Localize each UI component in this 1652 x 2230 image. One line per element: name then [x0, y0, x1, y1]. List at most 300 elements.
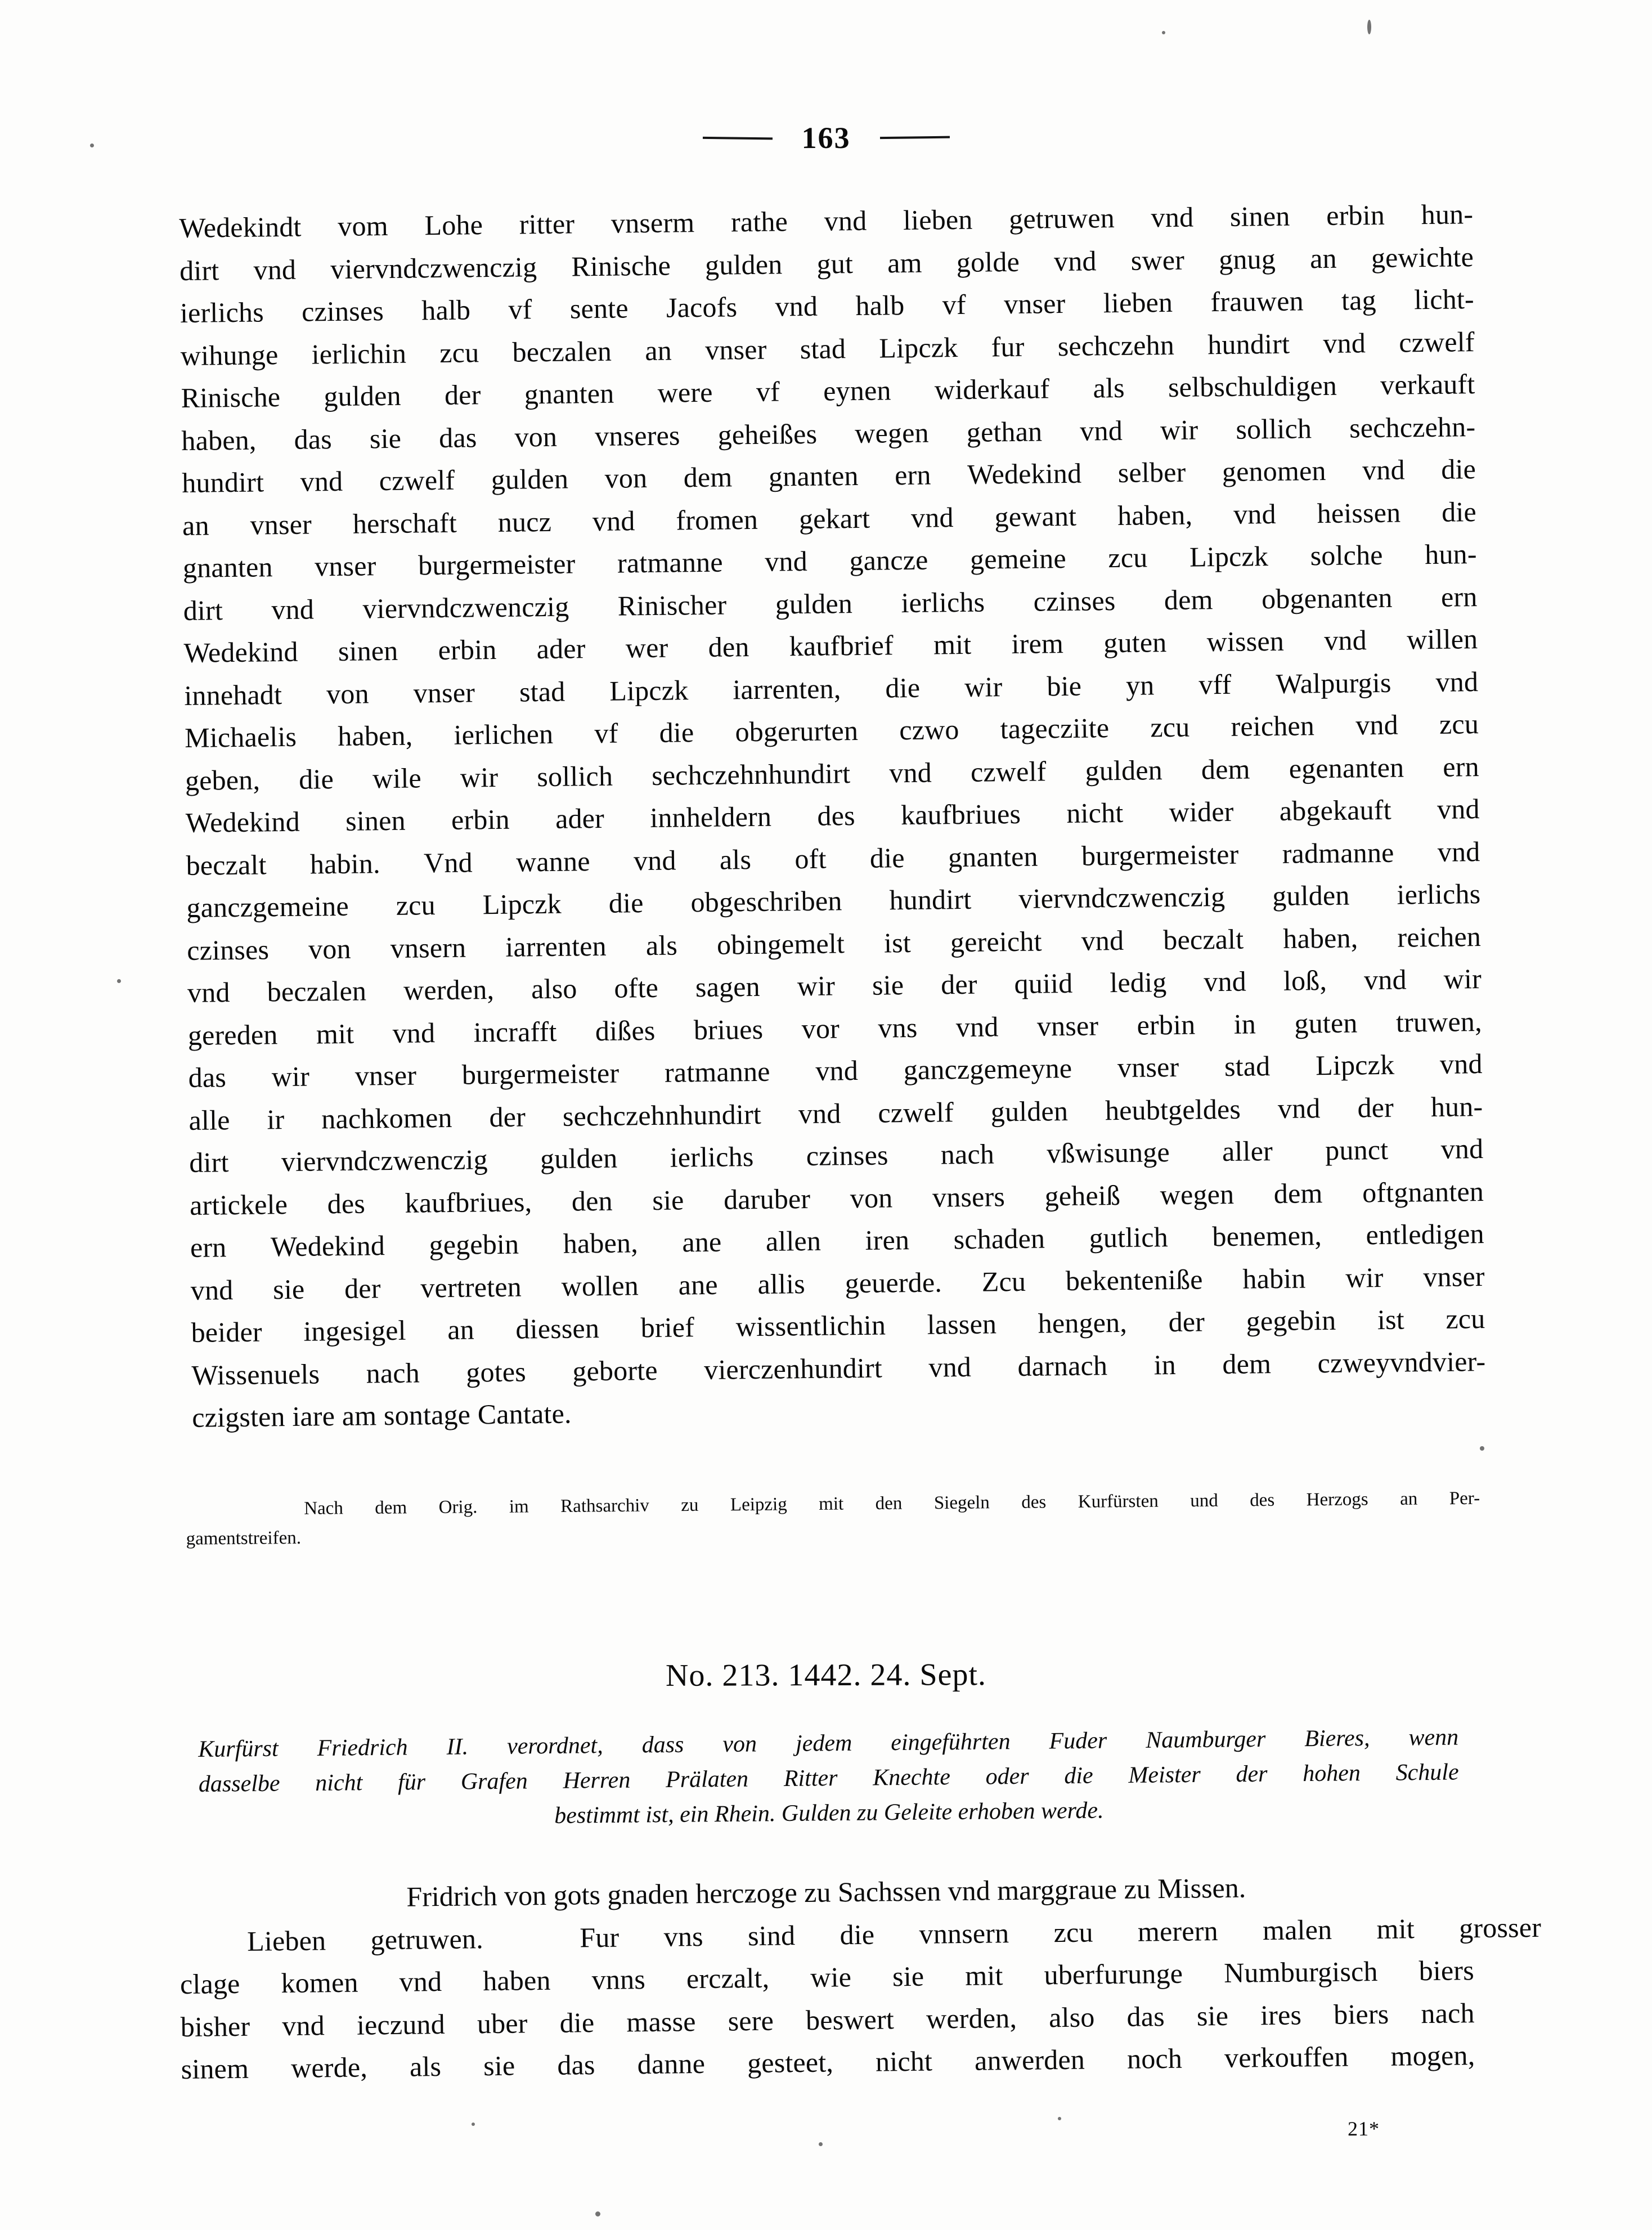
word: vnd — [1080, 414, 1123, 447]
word: vnd — [592, 504, 635, 537]
word: Lipczk — [609, 674, 689, 707]
word: mit — [1376, 1912, 1415, 1945]
word: erbin — [1326, 199, 1385, 231]
word: ratmanne — [664, 1055, 770, 1088]
word: Jacofs — [666, 291, 738, 324]
word: vnd — [190, 1273, 234, 1306]
word: sinen — [345, 804, 406, 837]
word: kaufbriues, — [405, 1185, 532, 1219]
word: vnd — [1323, 624, 1367, 657]
word: von — [514, 420, 558, 453]
word: sie — [483, 2049, 515, 2082]
word: obgeschriben — [690, 885, 842, 918]
word: des — [1021, 1492, 1047, 1513]
word: clage — [179, 1967, 240, 2000]
regest-line: bestimmt ist, ein Rhein. Gulden zu Geleite erhoben werde. — [554, 1797, 1104, 1829]
word: Lohe — [424, 209, 483, 241]
word: ern — [190, 1231, 227, 1263]
word: mit — [964, 1959, 1003, 1991]
word: sechczehn — [1057, 329, 1175, 362]
word: zcu — [1439, 708, 1479, 740]
word: zcu — [439, 336, 479, 369]
word: Numburgisch — [1223, 1955, 1378, 1989]
word: Zcu — [981, 1265, 1026, 1298]
word: vnd — [1151, 201, 1194, 234]
word: sie — [892, 1960, 924, 1993]
word: an — [447, 1313, 475, 1345]
word: czwo — [899, 714, 959, 746]
word: geborte — [572, 1354, 658, 1387]
word: mit — [316, 1017, 354, 1049]
word: also — [1048, 2000, 1095, 2033]
word: vnser — [354, 1059, 417, 1092]
word: Fur — [579, 1921, 620, 1953]
word: vnseres — [594, 419, 680, 452]
scan-speck — [472, 2123, 475, 2126]
word: habin — [1242, 1262, 1306, 1295]
header-rule-left — [702, 137, 772, 140]
word: ern — [894, 459, 931, 491]
word: am — [887, 246, 922, 279]
word: die — [1064, 1762, 1093, 1789]
word: dirt — [179, 254, 219, 286]
word: ieczund — [356, 2008, 446, 2041]
word: nicht — [875, 2045, 933, 2078]
word: Ritter — [783, 1765, 838, 1792]
word: gulden — [1272, 879, 1350, 912]
word: mogen, — [1390, 2039, 1475, 2072]
word: truwen, — [1395, 1005, 1483, 1038]
word: vnd — [1435, 665, 1479, 698]
word: Rinischer — [617, 589, 727, 622]
word: die — [559, 2006, 595, 2039]
word: das — [1126, 2000, 1165, 2032]
word: des — [1250, 1489, 1275, 1511]
word: bie — [1047, 670, 1082, 702]
word: haben, — [563, 1227, 639, 1259]
word: die — [840, 1918, 875, 1950]
word: verkauft — [1380, 368, 1475, 401]
word: danne — [637, 2047, 706, 2080]
word: vnd — [775, 290, 818, 322]
word: haben — [482, 1964, 551, 1997]
word: wegen — [1160, 1178, 1234, 1210]
word: den — [571, 1184, 613, 1217]
source-note-line: gamentstreifen. — [186, 1528, 302, 1549]
word: czinses — [806, 1139, 888, 1172]
word: iarrenten, — [733, 672, 841, 705]
word: selber — [1117, 456, 1186, 488]
word: ader — [536, 632, 586, 665]
word: czinses — [301, 295, 384, 327]
word: Kurfürsten — [1078, 1491, 1159, 1512]
word: sie — [1196, 1999, 1229, 2031]
word: vf — [508, 293, 532, 325]
word: vnser — [1423, 1260, 1485, 1293]
word: abgekauft — [1279, 793, 1392, 827]
word: vnd — [815, 1055, 859, 1087]
word: Lipczk — [879, 331, 958, 364]
word: die — [298, 762, 334, 795]
word: Lipczk — [482, 887, 562, 921]
word: innheldern — [650, 800, 772, 834]
word: genomen — [1222, 454, 1326, 487]
word: masse — [626, 2005, 696, 2038]
word: Herren — [563, 1767, 631, 1794]
word: hundirt — [181, 466, 264, 499]
word: burgermeister — [1081, 838, 1239, 872]
page-header — [0, 119, 1652, 156]
word: getruwen. — [370, 1922, 484, 1955]
section-heading: No. 213. 1442. 24. Sept. — [665, 1657, 987, 1693]
word: ader — [555, 802, 605, 834]
word: vnd — [824, 204, 867, 237]
word: viervndczwenczig — [281, 1143, 488, 1178]
word: vnser — [413, 676, 475, 709]
word: dirt — [189, 1146, 229, 1178]
word: ierlichs — [901, 586, 985, 618]
word: ganczgemeine — [186, 890, 349, 923]
word: viervndczwenczig — [1018, 880, 1225, 914]
word: vertreten — [420, 1271, 522, 1303]
word: darnach — [1017, 1349, 1108, 1382]
word: das — [294, 423, 333, 455]
word: sinen — [1229, 200, 1290, 232]
word: gegebin — [429, 1228, 519, 1261]
word: vnnsern — [919, 1917, 1009, 1950]
word: vnd — [1440, 1133, 1484, 1165]
word: nicht — [1066, 796, 1124, 829]
word: dem — [683, 461, 733, 493]
word: sechczehn- — [1349, 410, 1476, 444]
word: vnd — [1204, 965, 1247, 998]
word: gewant — [994, 500, 1077, 532]
word: hengen, — [1038, 1306, 1128, 1339]
word: gulden — [775, 587, 853, 620]
word: gethan — [966, 415, 1043, 448]
word: ingesigel — [303, 1314, 407, 1347]
word: sinen — [338, 634, 398, 667]
word: ierlichs — [670, 1141, 754, 1173]
word: punct — [1325, 1133, 1389, 1166]
word: kaufbrief — [789, 629, 894, 662]
word: incrafft — [473, 1015, 557, 1048]
word: Siegeln — [933, 1492, 990, 1514]
word: Wedekindt — [179, 210, 302, 244]
word: die — [885, 671, 921, 703]
word: gulden — [1085, 753, 1163, 787]
word: dem — [1164, 583, 1213, 616]
word: vnsers — [932, 1180, 1005, 1213]
word: ist — [883, 926, 912, 959]
word: oftgnanten — [1362, 1175, 1484, 1208]
word: erbin — [1137, 1008, 1196, 1041]
word: viervndczwenczig — [330, 250, 537, 285]
word: vnd — [889, 756, 932, 788]
word: yn — [1125, 668, 1155, 701]
word: wir — [460, 761, 499, 793]
word: sere — [728, 2004, 774, 2036]
word: geben, — [185, 764, 261, 796]
scan-speck — [1480, 1446, 1484, 1451]
word: vnd — [1081, 924, 1124, 957]
word: beswert — [805, 2003, 895, 2036]
word: zcu — [396, 889, 436, 921]
word: dißes — [595, 1014, 656, 1047]
word: sollich — [537, 760, 613, 792]
word: vnd — [399, 1965, 442, 1998]
word: nach — [366, 1356, 420, 1389]
word: gnanten — [768, 459, 859, 492]
word: sie — [272, 1273, 305, 1305]
word: halb — [421, 294, 471, 326]
word: sinem — [181, 2052, 249, 2085]
word: gulden — [990, 1094, 1069, 1127]
word: vnd — [798, 1097, 841, 1129]
document-2-salutation: Fridrich von gots gnaden herczoge zu Sachssen vnd marggraue zu Missen. — [406, 1872, 1246, 1913]
word: von — [722, 1731, 757, 1758]
word: beczalt — [186, 848, 267, 881]
word: II. — [446, 1734, 469, 1760]
word: von — [308, 932, 352, 965]
word: gulden — [491, 463, 569, 496]
word: beczalen — [512, 335, 612, 368]
word: vnd — [1437, 835, 1480, 868]
word: Knechte — [873, 1764, 951, 1791]
word: gegebin — [1246, 1304, 1336, 1337]
word: mit — [819, 1493, 844, 1515]
word: nachkomen — [321, 1101, 452, 1134]
word: wihunge — [180, 338, 279, 371]
word: gulden — [704, 248, 783, 281]
word: benemen, — [1212, 1219, 1322, 1253]
word: herschaft — [352, 506, 457, 540]
word: Wedekind — [183, 635, 298, 668]
word: fromen — [676, 503, 758, 536]
word: grosser — [1458, 1911, 1542, 1944]
word: die — [1441, 495, 1477, 528]
word: entledigen — [1366, 1218, 1485, 1251]
word: dirt — [183, 594, 223, 626]
word: aller — [1222, 1135, 1273, 1168]
word: beczalt — [1163, 923, 1244, 955]
word: ierlichen — [454, 717, 554, 751]
word: vnd — [1362, 454, 1406, 486]
word: quiid — [1014, 967, 1073, 1000]
document-2-lines — [179, 1907, 1542, 2091]
word: nicht — [315, 1770, 363, 1797]
word: wir — [797, 970, 836, 1002]
word: zcu — [1108, 541, 1148, 574]
word: gnug — [1218, 243, 1276, 275]
word: wer — [625, 631, 668, 664]
word: irem — [1011, 627, 1064, 660]
word: haben, — [1283, 921, 1358, 954]
word: Lieben — [246, 1924, 326, 1957]
document-1-body — [179, 193, 1487, 1439]
word: fur — [991, 330, 1025, 362]
word: gotes — [466, 1355, 527, 1388]
word: verordnet, — [506, 1733, 603, 1760]
word: tagecziite — [1000, 712, 1110, 745]
word: verkouffen — [1224, 2040, 1349, 2074]
word: ritter — [519, 208, 575, 240]
word: eingeführten — [891, 1729, 1011, 1756]
word: haben, — [338, 719, 413, 752]
word: im — [509, 1496, 529, 1517]
word: daruber — [723, 1182, 811, 1215]
word: bisher — [180, 2010, 250, 2043]
word: iren — [865, 1224, 910, 1256]
word: sente — [569, 292, 629, 325]
word: vnd — [910, 501, 954, 533]
word: Grafen — [460, 1768, 528, 1795]
word: Lipczk — [1189, 540, 1269, 573]
word: erbin — [451, 803, 510, 836]
word: bekenteniße — [1065, 1263, 1203, 1296]
word: gewichte — [1371, 240, 1474, 273]
word: gnanten — [948, 840, 1039, 873]
word: sind — [747, 1919, 796, 1951]
word: Friedrich — [317, 1734, 408, 1761]
word — [528, 1917, 536, 1960]
word: sie — [652, 1183, 684, 1216]
word: ern — [1440, 580, 1478, 613]
word: reichen — [1397, 920, 1482, 953]
word: ierlichs — [179, 296, 264, 329]
word: briues — [693, 1013, 764, 1046]
word: lieben — [903, 203, 973, 236]
word: heissen — [1317, 496, 1401, 529]
word: beczalen — [267, 975, 367, 1008]
word: vnd — [282, 2009, 325, 2041]
word: hun- — [1424, 538, 1477, 571]
word: obgerurten — [735, 714, 859, 748]
word: mit — [933, 628, 972, 661]
word: Fuder — [1049, 1728, 1107, 1755]
word: vnd — [764, 545, 808, 577]
word: reichen — [1231, 710, 1315, 742]
word: Wedekind — [270, 1230, 385, 1263]
word: vnd — [1323, 326, 1366, 359]
word: vor — [801, 1012, 840, 1044]
word: wir — [271, 1060, 310, 1093]
word: das — [438, 421, 477, 454]
word: wissentlichin — [735, 1309, 886, 1343]
word: iarrenten — [505, 930, 607, 963]
word: guten — [1294, 1006, 1358, 1039]
word: der — [1357, 1091, 1394, 1123]
word: in — [1233, 1007, 1256, 1040]
word: erczalt, — [686, 1962, 770, 1995]
word: geuerde. — [845, 1266, 942, 1299]
word: zcu — [1150, 711, 1190, 743]
word: biers — [1418, 1954, 1475, 1987]
word: ist — [1377, 1303, 1405, 1336]
word: Leipzig — [730, 1494, 787, 1515]
word: an — [645, 334, 672, 366]
word: Kurfürst — [198, 1735, 279, 1762]
word: den — [708, 631, 749, 663]
word: vnsern — [390, 931, 466, 964]
word: Vnd — [423, 846, 473, 878]
word: werden, — [403, 973, 495, 1006]
word: vnser — [1117, 1051, 1179, 1084]
word: oft — [794, 842, 827, 874]
word: vnser — [1003, 287, 1066, 320]
word: getruwen — [1008, 202, 1115, 235]
word: ratmanne — [617, 546, 723, 579]
word: beider — [191, 1316, 263, 1348]
word: stad — [1224, 1050, 1271, 1082]
word: vnser — [314, 550, 376, 582]
word: ane — [678, 1268, 719, 1301]
word: erbin — [438, 633, 497, 666]
word: ir — [267, 1103, 285, 1135]
word: obingemelt — [716, 927, 845, 961]
word: wider — [1169, 795, 1234, 828]
word: von — [604, 462, 648, 494]
word: wollen — [561, 1269, 639, 1302]
word: vnd — [271, 593, 315, 625]
word: dem — [375, 1497, 407, 1518]
word: dem — [1273, 1177, 1323, 1209]
word: wir — [1345, 1261, 1384, 1294]
word: vnns — [591, 1963, 646, 1996]
word: der — [489, 1100, 526, 1133]
word: gulden — [324, 379, 402, 412]
word: allen — [765, 1224, 821, 1257]
word: biers — [1333, 1998, 1389, 2030]
word: vns — [663, 1920, 704, 1953]
word: Nach — [304, 1498, 344, 1519]
word: hun- — [1421, 198, 1474, 231]
word: ires — [1260, 1998, 1302, 2031]
word: vom — [338, 209, 389, 242]
word: artickele — [189, 1188, 288, 1221]
word: an — [1309, 242, 1337, 274]
word: als — [1093, 371, 1125, 404]
word: als — [645, 928, 678, 961]
word: für — [397, 1769, 426, 1796]
word: malen — [1262, 1913, 1332, 1946]
word: an — [182, 509, 210, 541]
word: das — [188, 1061, 227, 1093]
word: gancze — [849, 544, 928, 577]
word: hohen — [1303, 1760, 1361, 1787]
word: von — [850, 1181, 893, 1214]
word: viervndczwenczig — [362, 590, 569, 625]
word: vnd — [1439, 1048, 1483, 1080]
word: vnd — [187, 976, 231, 1008]
word: czinses — [186, 933, 270, 966]
word: vf — [942, 288, 967, 321]
document-2-body — [179, 1864, 1542, 2090]
word: halb — [855, 289, 905, 321]
word: gutlich — [1089, 1221, 1169, 1254]
word: vnd — [955, 1010, 999, 1043]
word: gesteet, — [747, 2046, 834, 2079]
word: hundirt — [1207, 327, 1290, 360]
word: gut — [816, 247, 854, 280]
word: vnd — [392, 1016, 436, 1049]
word: vnd — [1277, 1092, 1321, 1124]
word: oder — [985, 1763, 1029, 1790]
scan-speck — [1162, 31, 1165, 34]
word: also — [531, 972, 577, 1005]
word: Wedekind — [967, 457, 1082, 490]
word: solche — [1310, 539, 1383, 572]
